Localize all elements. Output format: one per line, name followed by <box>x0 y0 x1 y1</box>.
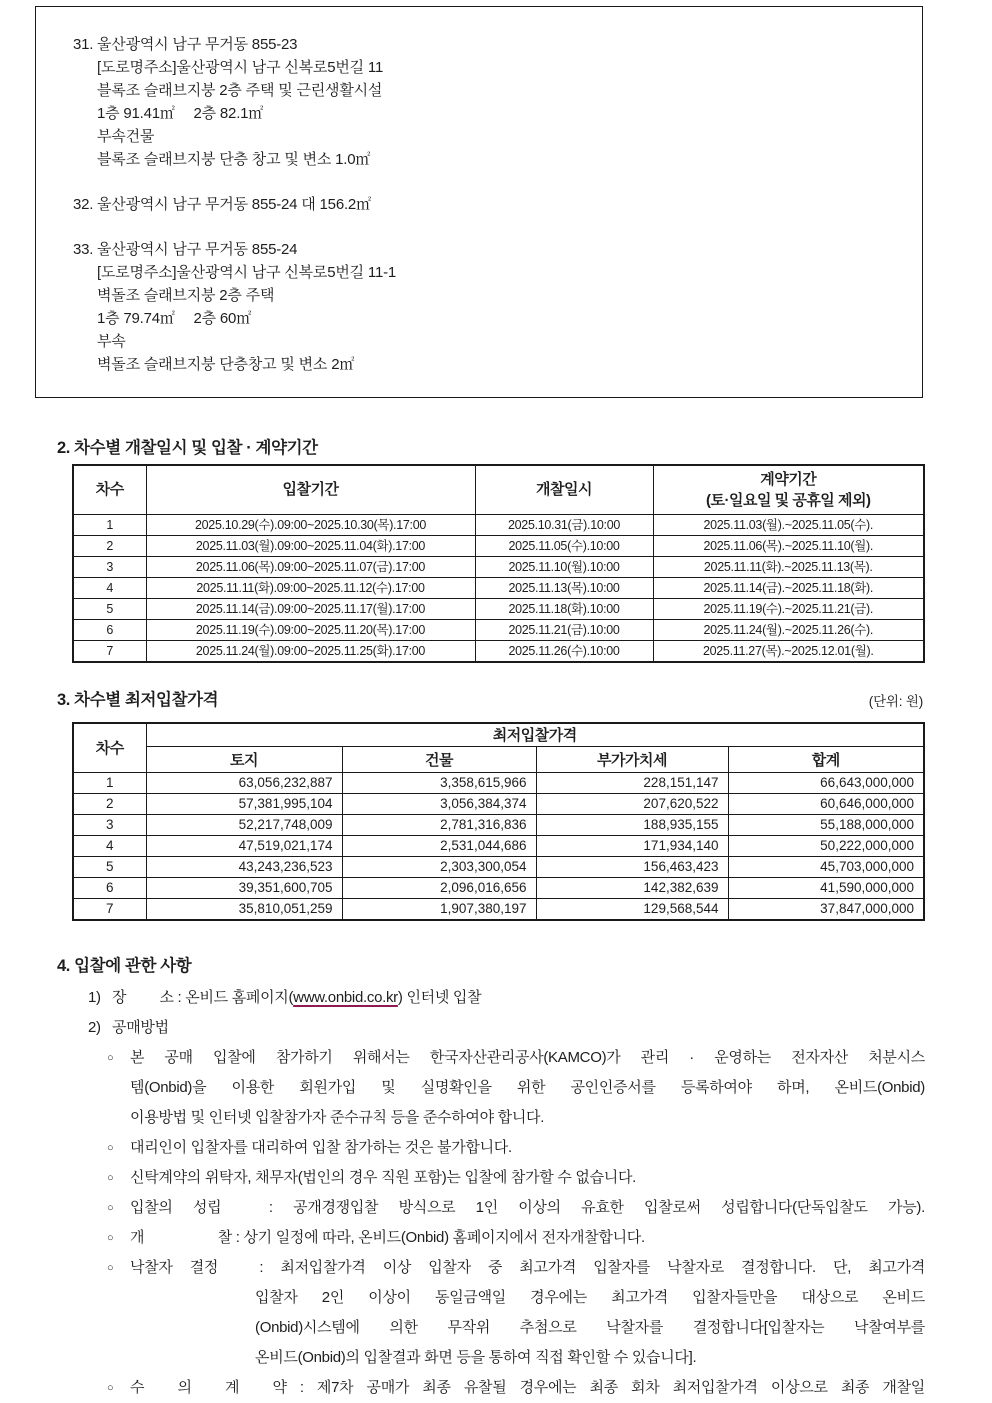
property-detail-line: 블록조 슬래브지붕 단층 창고 및 변소 1.0㎡ <box>97 151 371 168</box>
building-cell: 3,056,384,374 <box>342 793 536 814</box>
table-row <box>73 535 924 556</box>
land-cell: 63,056,232,887 <box>146 772 342 793</box>
round-cell: 6 <box>73 619 146 640</box>
round-header: 차수 <box>73 465 146 514</box>
table-header-row <box>73 746 924 772</box>
item2-label: 2) <box>88 1019 101 1036</box>
property-address: 울산광역시 남구 무거동 855-24 <box>97 241 298 258</box>
round-cell: 1 <box>73 514 146 535</box>
bullet-continuation-line <box>105 1103 925 1133</box>
bullet-line <box>105 1193 925 1223</box>
vat-cell: 156,463,423 <box>536 856 728 877</box>
property-number: 33. <box>73 241 94 258</box>
onbid-link[interactable]: www.onbid.co.kr <box>293 989 398 1006</box>
property-detail-line: 벽돌조 슬래브지붕 단층창고 및 변소 2㎡ <box>97 356 355 373</box>
property-item <box>73 238 904 376</box>
bullet-text: (Onbid)시스템에 의한 무작위 추첨으로 낙찰자를 결정합니다[입찰자는 낙찰여부를 <box>255 1319 925 1336</box>
table-header-row <box>73 723 924 746</box>
table-row <box>73 877 924 898</box>
bullet-text: 개 찰 : 상기 일정에 따라, 온비드(Onbid) 홈페이지에서 전자개찰합니다. <box>130 1229 645 1246</box>
table-row <box>73 640 924 662</box>
round-header: 차수 <box>73 723 146 772</box>
bullet-continuation-line <box>105 1283 925 1313</box>
bid-period-cell: 2025.11.14(금).09:00~2025.11.17(월).17:00 <box>146 598 475 619</box>
round-cell: 1 <box>73 772 146 793</box>
bullet-text: 온비드(Onbid)의 입찰결과 화면 등을 통하여 직접 확인할 수 있습니다]. <box>255 1349 697 1366</box>
property-detail-line: [도로명주소]울산광역시 남구 신복로5번길 11 <box>97 59 384 76</box>
building-cell: 2,781,316,836 <box>342 814 536 835</box>
vat-header: 부가가치세 <box>536 746 728 772</box>
section4-title: 4. 입찰에 관한 사항 <box>57 957 192 975</box>
bullet-text: 낙찰자 결정 : 최저입찰가격 이상 입찰자 중 최고가격 입찰자를 낙찰자로 결정합니다. 단, 최고가격 <box>130 1259 925 1276</box>
table-row <box>73 856 924 877</box>
vat-cell: 129,568,544 <box>536 898 728 920</box>
bullet-line <box>105 1043 925 1073</box>
bid-period-cell: 2025.11.24(월).09:00~2025.11.25(화).17:00 <box>146 640 475 662</box>
vat-cell: 188,935,155 <box>536 814 728 835</box>
building-cell: 2,303,300,054 <box>342 856 536 877</box>
opening-cell: 2025.11.18(화).10:00 <box>475 598 653 619</box>
place-line <box>88 983 925 1013</box>
land-header: 토지 <box>146 746 342 772</box>
total-header: 합계 <box>728 746 924 772</box>
round-cell: 5 <box>73 856 146 877</box>
table-row <box>73 577 924 598</box>
total-cell: 45,703,000,000 <box>728 856 924 877</box>
round-cell: 2 <box>73 535 146 556</box>
bullet-marker: ○ <box>107 1202 114 1214</box>
contract-cell: 2025.11.27(목).~2025.12.01(월). <box>653 640 924 662</box>
contract-cell: 2025.11.11(화).~2025.11.13(목). <box>653 556 924 577</box>
round-cell: 2 <box>73 793 146 814</box>
bid-period-cell: 2025.11.19(수).09:00~2025.11.20(목).17:00 <box>146 619 475 640</box>
place-text-before: 장 소 : 온비드 홈페이지( <box>112 989 294 1006</box>
building-cell: 2,531,044,686 <box>342 835 536 856</box>
bullet-continuation-line <box>105 1073 925 1103</box>
bullet-marker: ○ <box>107 1232 114 1244</box>
building-cell: 1,907,380,197 <box>342 898 536 920</box>
bullet-continuation-line <box>105 1313 925 1343</box>
bullet-marker: ○ <box>107 1262 114 1274</box>
table-row <box>73 598 924 619</box>
property-detail-line: 블록조 슬래브지붕 2층 주택 및 근린생활시설 <box>97 82 383 99</box>
price-table <box>72 722 925 921</box>
land-cell: 47,519,021,174 <box>146 835 342 856</box>
bullet-text: 입찰의 성립 : 공개경쟁입찰 방식으로 1인 이상의 유효한 입찰로써 성립합니다(단독입찰도 가능). <box>130 1199 925 1216</box>
round-cell: 3 <box>73 556 146 577</box>
contract-cell: 2025.11.19(수).~2025.11.21(금). <box>653 598 924 619</box>
bid-schedule-table <box>72 464 925 663</box>
property-detail-line: 1층 79.74㎡ 2층 60㎡ <box>97 310 251 327</box>
property-detail-line: 1층 91.41㎡ 2층 82.1㎡ <box>97 105 264 122</box>
table-header-row <box>73 465 924 514</box>
building-cell: 3,358,615,966 <box>342 772 536 793</box>
table-row <box>73 619 924 640</box>
round-cell: 4 <box>73 577 146 598</box>
bullet-text: 템(Onbid)을 이용한 회원가입 및 실명확인을 위한 공인인증서를 등록하여야 하며, 온비드(Onbid) <box>130 1079 925 1096</box>
table-row <box>73 835 924 856</box>
property-title-line <box>73 193 904 216</box>
bullet-marker: ○ <box>107 1382 114 1394</box>
opening-cell: 2025.11.26(수).10:00 <box>475 640 653 662</box>
round-cell: 7 <box>73 898 146 920</box>
table-row <box>73 556 924 577</box>
contract-cell: 2025.11.06(목).~2025.11.10(월). <box>653 535 924 556</box>
property-item <box>73 193 904 216</box>
property-list-box <box>35 6 923 398</box>
property-number: 31. <box>73 36 94 53</box>
property-detail-line: [도로명주소]울산광역시 남구 신복로5번길 11-1 <box>97 264 397 281</box>
method-text: 공매방법 <box>112 1019 169 1036</box>
section2-title: 2. 차수별 개찰일시 및 입찰 · 계약기간 <box>57 439 318 457</box>
method-line <box>88 1013 925 1043</box>
land-cell: 52,217,748,009 <box>146 814 342 835</box>
property-address: 울산광역시 남구 무거동 855-23 <box>97 36 298 53</box>
table-row <box>73 814 924 835</box>
bullet-line <box>105 1133 925 1163</box>
bid-period-cell: 2025.11.11(화).09:00~2025.11.12(수).17:00 <box>146 577 475 598</box>
total-cell: 55,188,000,000 <box>728 814 924 835</box>
contract-header <box>653 465 924 514</box>
property-detail-line: 부속건물 <box>97 128 155 145</box>
bullet-text: 입찰자 2인 이상이 동일금액일 경우에는 최고가격 입찰자들만을 대상으로 온비드 <box>255 1289 925 1306</box>
vat-cell: 142,382,639 <box>536 877 728 898</box>
contract-header-line2: (토·일요일 및 공휴일 제외) <box>706 491 871 509</box>
table-row <box>73 514 924 535</box>
contract-header-line1: 계약기간 <box>760 470 817 488</box>
unit-label: (단위: 원) <box>868 694 923 709</box>
opening-cell: 2025.10.31(금).10:00 <box>475 514 653 535</box>
contract-cell: 2025.11.24(월).~2025.11.26(수). <box>653 619 924 640</box>
land-cell: 39,351,600,705 <box>146 877 342 898</box>
bullet-text: 이용방법 및 인터넷 입찰참가자 준수규칙 등을 준수하여야 합니다. <box>130 1109 545 1126</box>
round-cell: 6 <box>73 877 146 898</box>
property-detail-line: 벽돌조 슬래브지붕 2층 주택 <box>97 287 275 304</box>
opening-cell: 2025.11.10(월).10:00 <box>475 556 653 577</box>
land-cell: 43,243,236,523 <box>146 856 342 877</box>
total-cell: 60,646,000,000 <box>728 793 924 814</box>
property-detail-line: 부속 <box>97 333 126 350</box>
vat-cell: 171,934,140 <box>536 835 728 856</box>
place-text-after: ) 인터넷 입찰 <box>397 989 482 1006</box>
building-cell: 2,096,016,656 <box>342 877 536 898</box>
round-cell: 5 <box>73 598 146 619</box>
vat-cell: 228,151,147 <box>536 772 728 793</box>
property-title-line <box>73 33 904 56</box>
bid-period-cell: 2025.11.06(목).09:00~2025.11.07(금).17:00 <box>146 556 475 577</box>
property-number: 32. <box>73 196 94 213</box>
bullet-marker: ○ <box>107 1142 114 1154</box>
table-row <box>73 772 924 793</box>
round-cell: 7 <box>73 640 146 662</box>
total-cell: 66,643,000,000 <box>728 772 924 793</box>
bullet-marker: ○ <box>107 1052 114 1064</box>
bullet-text: 수 의 계 약 : 제7차 공매가 최종 유찰될 경우에는 최종 회차 최저입찰가격 이상으로 최종 개찰일 <box>130 1379 925 1396</box>
opening-cell: 2025.11.21(금).10:00 <box>475 619 653 640</box>
section3-title: 3. 차수별 최저입찰가격 <box>57 691 219 709</box>
bidding-terms-list <box>105 1043 925 1403</box>
bid-period-header: 입찰기간 <box>146 465 475 514</box>
item1-label: 1) <box>88 989 101 1006</box>
land-cell: 35,810,051,259 <box>146 898 342 920</box>
contract-cell: 2025.11.03(월).~2025.11.05(수). <box>653 514 924 535</box>
total-cell: 50,222,000,000 <box>728 835 924 856</box>
total-cell: 37,847,000,000 <box>728 898 924 920</box>
vat-cell: 207,620,522 <box>536 793 728 814</box>
bid-period-cell: 2025.10.29(수).09:00~2025.10.30(목).17:00 <box>146 514 475 535</box>
opening-header: 개찰일시 <box>475 465 653 514</box>
bullet-text: 본 공매 입찰에 참가하기 위해서는 한국자산관리공사(KAMCO)가 관리 · 운영하는 전자자산 처분시스 <box>130 1049 925 1066</box>
contract-cell: 2025.11.14(금).~2025.11.18(화). <box>653 577 924 598</box>
round-cell: 3 <box>73 814 146 835</box>
land-cell: 57,381,995,104 <box>146 793 342 814</box>
min-bid-price-header: 최저입찰가격 <box>146 723 924 746</box>
property-title-line <box>73 238 904 261</box>
bullet-text: 신탁계약의 위탁자, 채무자(법인의 경우 직원 포함)는 입찰에 참가할 수 없습니다. <box>130 1169 637 1186</box>
bullet-text: 대리인이 입찰자를 대리하여 입찰 참가하는 것은 불가합니다. <box>130 1139 512 1156</box>
section3-header-row <box>57 686 923 710</box>
bullet-line <box>105 1253 925 1283</box>
property-address: 울산광역시 남구 무거동 855-24 대 156.2㎡ <box>97 196 371 213</box>
bullet-marker: ○ <box>107 1172 114 1184</box>
round-cell: 4 <box>73 835 146 856</box>
table-row <box>73 793 924 814</box>
total-cell: 41,590,000,000 <box>728 877 924 898</box>
opening-cell: 2025.11.13(목).10:00 <box>475 577 653 598</box>
bid-period-cell: 2025.11.03(월).09:00~2025.11.04(화).17:00 <box>146 535 475 556</box>
bullet-line <box>105 1163 925 1193</box>
property-item <box>73 33 904 171</box>
bullet-line <box>105 1373 925 1403</box>
building-header: 건물 <box>342 746 536 772</box>
table-row <box>73 898 924 920</box>
bullet-continuation-line <box>105 1343 925 1373</box>
bullet-line <box>105 1223 925 1253</box>
opening-cell: 2025.11.05(수).10:00 <box>475 535 653 556</box>
